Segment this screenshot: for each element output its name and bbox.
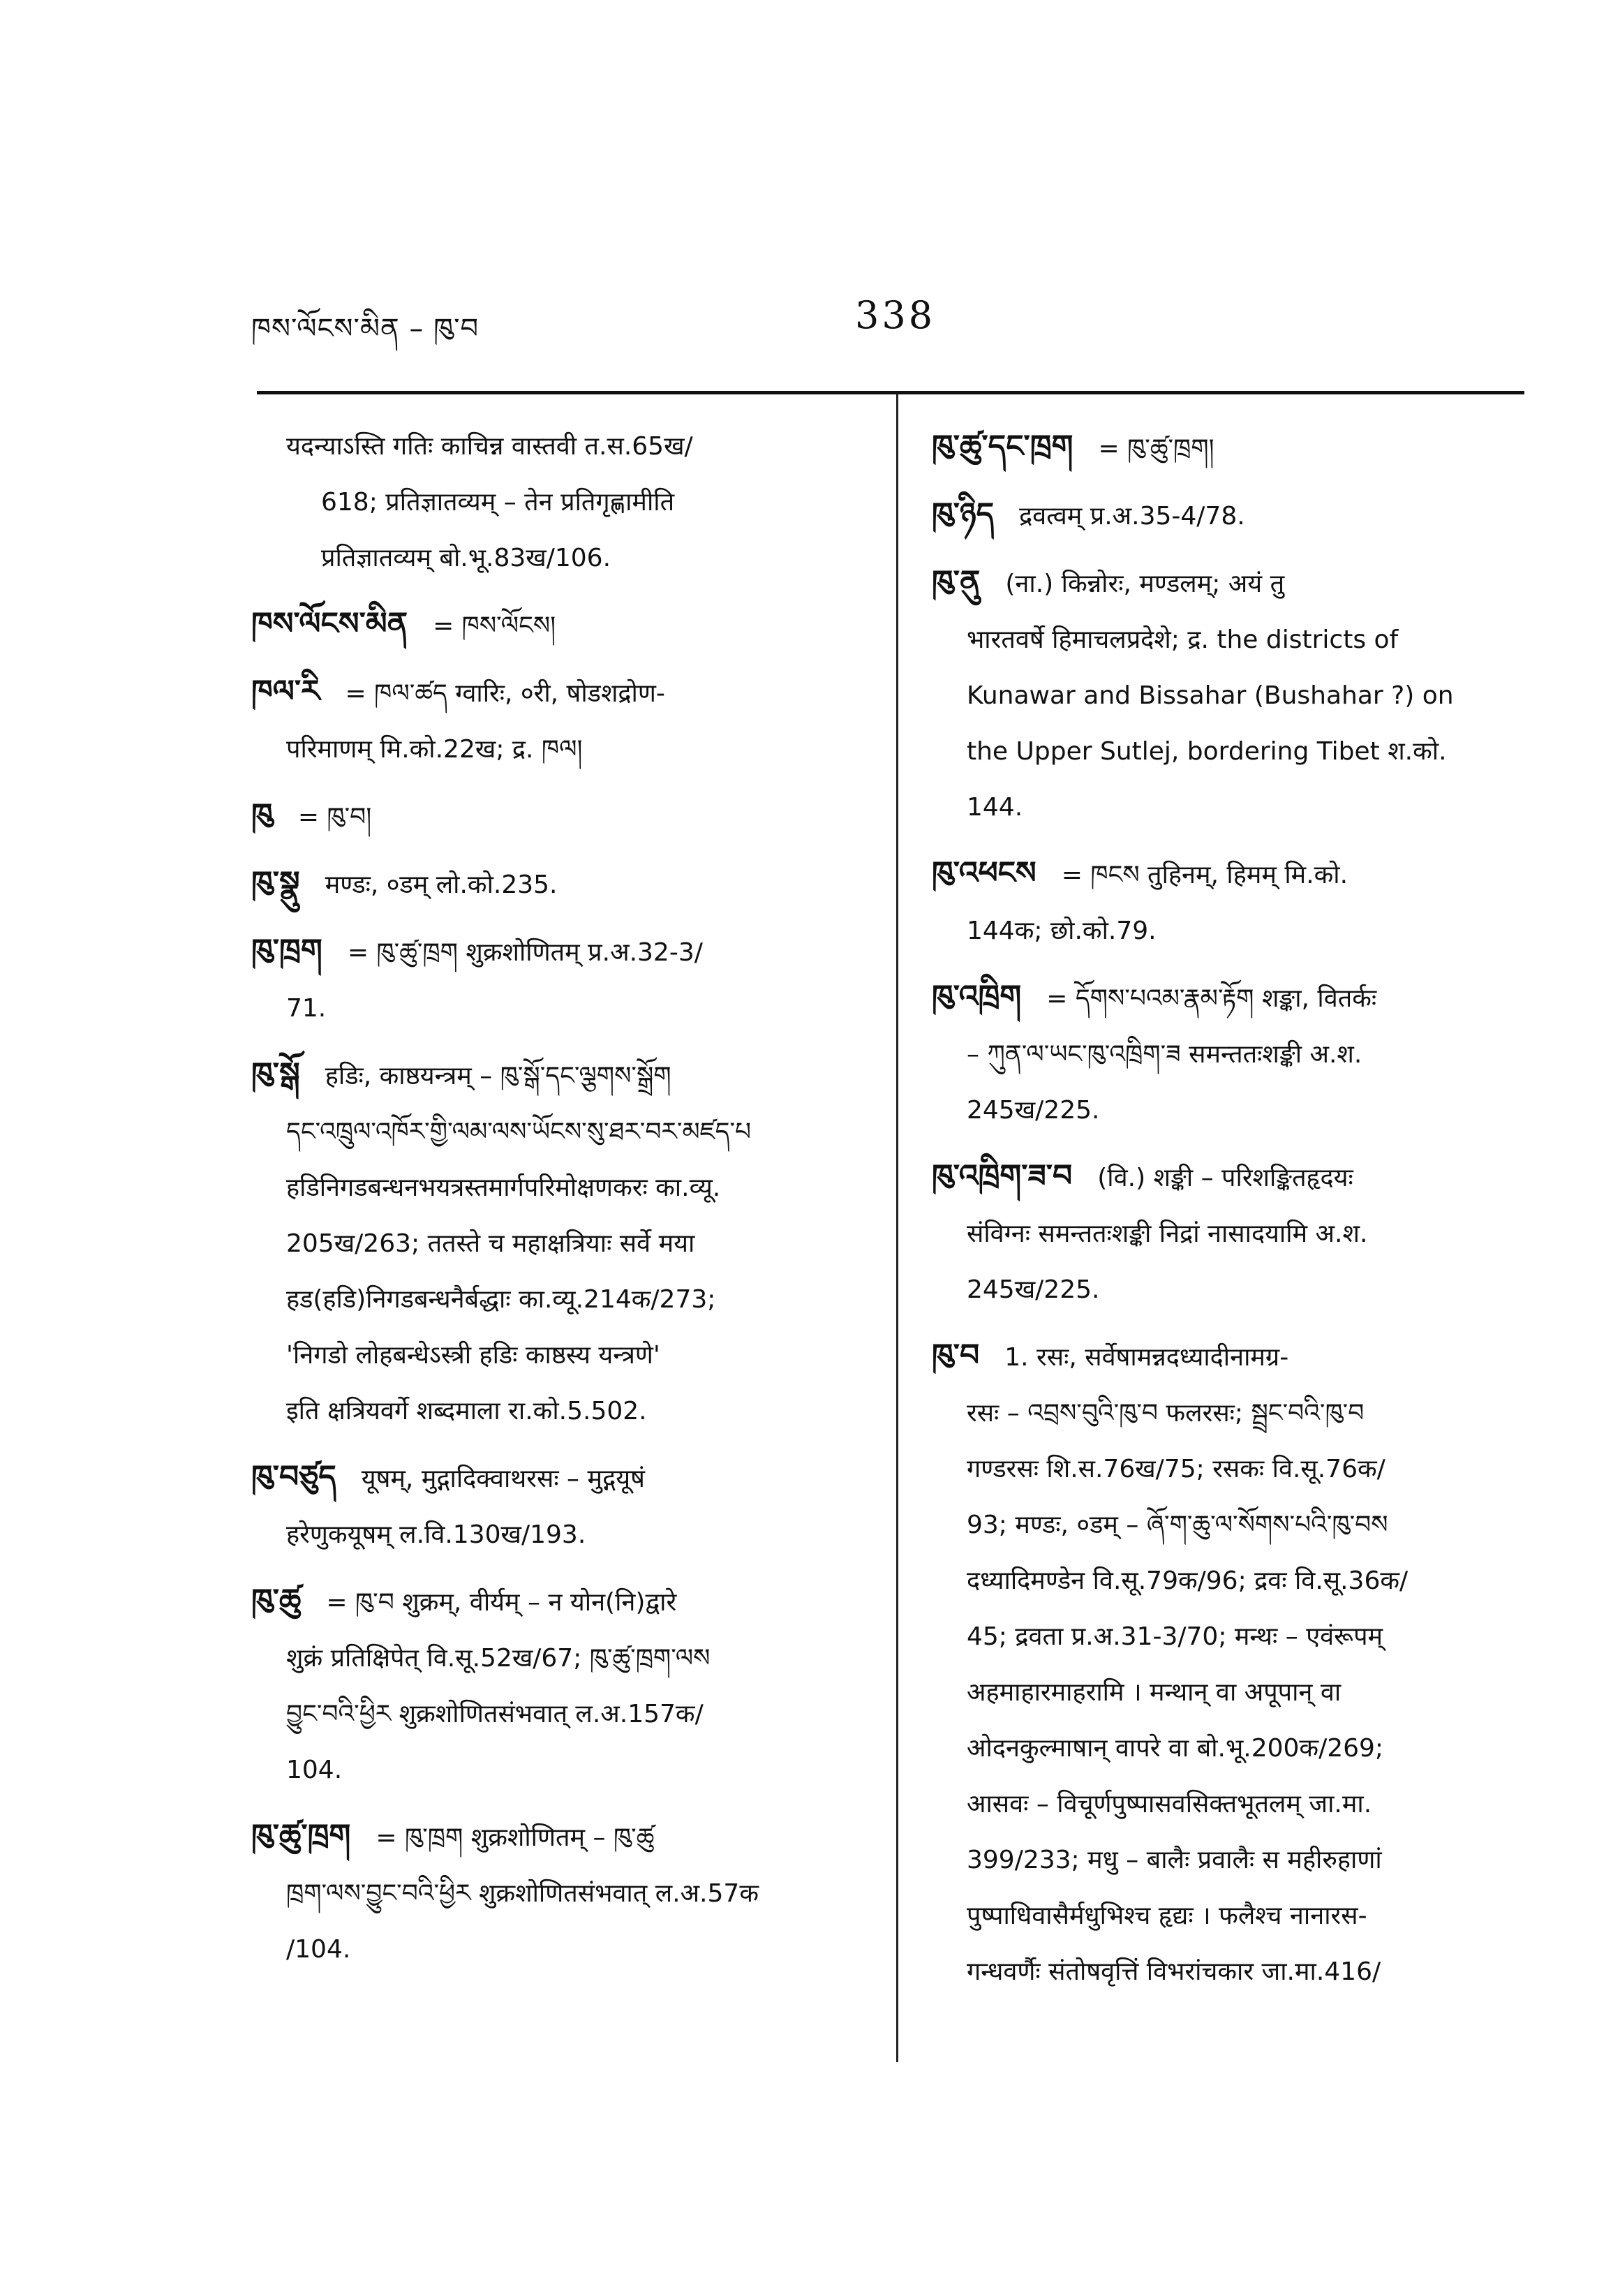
entry-line bbox=[932, 419, 1525, 477]
dictionary-entry bbox=[932, 419, 1525, 477]
entry-line bbox=[251, 1384, 865, 1439]
entry-line bbox=[251, 1631, 865, 1687]
entry-line bbox=[251, 1866, 865, 1922]
entry-text: (ना.) किन्नोरः, मण्डलम्; अयं तु bbox=[1005, 570, 1285, 598]
entry-line bbox=[932, 845, 1525, 903]
entry-line bbox=[251, 1922, 865, 1978]
entry-line bbox=[932, 1721, 1525, 1777]
entry-text: = ཁལ་ཚད ग्वारिः, ०री, षोडशद्रोण- bbox=[345, 679, 665, 708]
entry-line bbox=[932, 1262, 1525, 1318]
entry-line bbox=[251, 981, 865, 1037]
entry-line bbox=[932, 1832, 1525, 1888]
entry-line bbox=[286, 419, 865, 475]
entry-line bbox=[932, 1553, 1525, 1609]
entry-line bbox=[932, 612, 1525, 668]
entry-text: 399/233; मधु – बालैः प्रवालैः स महीरुहाणां bbox=[967, 1846, 1382, 1874]
entry-line bbox=[932, 487, 1525, 545]
entry-text: 245ख/225. bbox=[967, 1096, 1100, 1125]
entry-text: = དོགས་པའམ་རྣམ་རྟོག शङ्का, वितर्कः bbox=[1046, 984, 1377, 1013]
entry-text: Kunawar and Bissahar (Bushahar ?) on bbox=[967, 681, 1454, 710]
entry-text: = ཁུ་ཚུ་ཁྲག། bbox=[1098, 434, 1214, 463]
entry-headword: ཁུ་བཙུད bbox=[251, 1459, 336, 1495]
entry-headword: ཁུ་སྣུ bbox=[251, 865, 300, 901]
entry-headword: ཁུ་བ bbox=[932, 1338, 980, 1373]
entry-text: = ཁས་ལོངས། bbox=[433, 612, 556, 640]
entry-headword: ཁུ་སྒོ bbox=[251, 1056, 300, 1092]
entry-text: /104. bbox=[286, 1935, 351, 1964]
entry-text: द्रवत्वम् प्र.अ.35-4/78. bbox=[1019, 502, 1245, 531]
page-number: 338 bbox=[855, 293, 936, 337]
entry-line bbox=[286, 531, 865, 586]
entry-line bbox=[932, 668, 1525, 724]
entry-line bbox=[251, 596, 865, 654]
entry-headword: ཁས་ལོངས་མིན bbox=[251, 606, 408, 642]
entry-text: रसः – འབྲས་བུའི་ཁུ་བ फलरसः; སྦྲང་བའི་ཁུ་བ bbox=[967, 1399, 1365, 1428]
entry-line bbox=[932, 724, 1525, 780]
entry-text: the Upper Sutlej, bordering Tibet श.को. bbox=[967, 737, 1447, 766]
entry-text: इति क्षत्रियवर्गे शब्दमाला रा.को.5.502. bbox=[286, 1397, 647, 1425]
entry-line bbox=[251, 1216, 865, 1272]
entry-headword: ཁུ་ནུ bbox=[932, 564, 981, 600]
entry-text: 93; मण्डः, ०डम् – ཞོ་ག་ཆུ་ལ་སོགས་པའི་ཁུ་བས bbox=[967, 1511, 1388, 1539]
entry-line bbox=[932, 1148, 1525, 1206]
entry-line bbox=[932, 1027, 1525, 1083]
entry-line bbox=[932, 1386, 1525, 1442]
entry-line bbox=[251, 1104, 865, 1160]
entry-line bbox=[932, 1609, 1525, 1665]
entry-line bbox=[932, 903, 1525, 959]
entry-text: भारतवर्षे हिमाचलप्रदेशे; द्र. the districts of bbox=[967, 625, 1399, 654]
entry-line bbox=[251, 1328, 865, 1384]
entry-line bbox=[286, 475, 865, 531]
dictionary-entry bbox=[251, 596, 865, 654]
entry-text: आसवः – विचूर्णपुष्पासवसिक्तभूतलम् जा.मा. bbox=[967, 1790, 1372, 1819]
entry-line bbox=[932, 1665, 1525, 1721]
column-divider bbox=[896, 394, 898, 2062]
entry-text: (वि.) शङ्की – परिशङ्कितहृदयः bbox=[1097, 1164, 1353, 1192]
dictionary-entry bbox=[932, 487, 1525, 545]
entry-headword: ཁུ་འཁྲིག bbox=[932, 979, 1022, 1014]
entry-headword: ཁུ་འཕངས bbox=[932, 855, 1036, 891]
entry-text: = ཁུ་ཁྲག शुक्रशोणितम् – ཁུ་ཚུ bbox=[376, 1823, 655, 1852]
entry-line bbox=[932, 1944, 1525, 2000]
dictionary-entry bbox=[251, 1046, 865, 1439]
entry-text: मण्डः, ०डम् लो.को.235. bbox=[325, 871, 558, 899]
entry-text: संविग्नः समन्ततःशङ्की निद्रां नासादयामि अ.श. bbox=[967, 1220, 1368, 1248]
entry-line bbox=[251, 664, 865, 722]
entry-text: བྱུང་བའི་ཕྱིར शुक्रशोणितसंभवात् ल.अ.157क/ bbox=[286, 1700, 704, 1728]
entry-line bbox=[932, 969, 1525, 1027]
entry-text: 144. bbox=[967, 793, 1023, 822]
dictionary-entry bbox=[251, 1573, 865, 1798]
entry-line bbox=[251, 1742, 865, 1798]
entry-line bbox=[251, 1272, 865, 1328]
entry-text: अहमाहारमाहरामि । मन्थान् वा अपूपान् वा bbox=[967, 1678, 1342, 1707]
entry-text: शुक्रं प्रतिक्षिपेत् वि.सू.52ख/67; ཁུ་ཚུ་ཁྲག་ལས bbox=[286, 1644, 711, 1673]
entry-line bbox=[932, 1206, 1525, 1262]
entry-line bbox=[251, 1046, 865, 1104]
dictionary-entry bbox=[251, 855, 865, 913]
entry-headword: ཁུ་ཚུ་ཁྲག bbox=[251, 1818, 351, 1853]
entry-line bbox=[932, 780, 1525, 836]
entry-line bbox=[932, 1328, 1525, 1386]
entry-text: गन्धवर्णैः संतोषवृत्तिं विभरांचकार जा.मा.416/ bbox=[967, 1957, 1381, 1986]
entry-headword: ཁུ་ཉིད bbox=[932, 496, 995, 532]
entry-headword: ཁུ bbox=[251, 797, 273, 833]
entry-line bbox=[251, 855, 865, 913]
dictionary-entry bbox=[932, 1328, 1525, 2000]
entry-text: 104. bbox=[286, 1756, 343, 1784]
entry-text: परिमाणम् मि.को.22ख; द्र. ཁལ། bbox=[286, 735, 583, 764]
dictionary-entry bbox=[251, 1449, 865, 1563]
entry-line bbox=[251, 923, 865, 981]
entry-text: ཁྲག་ལས་བྱུང་བའི་ཕྱིར शुक्रशोणितसंभवात् ल.अ.57क bbox=[286, 1879, 759, 1908]
entry-line bbox=[251, 787, 865, 845]
entry-text: 71. bbox=[286, 994, 327, 1023]
dictionary-entry bbox=[251, 787, 865, 845]
dictionary-entry bbox=[251, 1808, 865, 1978]
entry-line bbox=[932, 1497, 1525, 1553]
entry-line bbox=[932, 554, 1525, 612]
entry-text: 618; प्रतिज्ञातव्यम् – तेन प्रतिगृह्णामीति bbox=[321, 488, 675, 517]
entry-text: 1. रसः, सर्वेषामन्नदध्यादीनामग्र- bbox=[1004, 1343, 1289, 1372]
dictionary-entry bbox=[932, 845, 1525, 959]
entry-text: 'निगडो लोहबन्धेऽस्त्री हडिः काष्ठस्य यन्त्रणे' bbox=[286, 1341, 660, 1370]
left-column bbox=[251, 419, 865, 1987]
entry-line bbox=[251, 1507, 865, 1563]
header-rule bbox=[257, 391, 1524, 394]
entry-text: 245ख/225. bbox=[967, 1275, 1100, 1304]
running-head: ཁས་ལོངས་མིན – ཁུ་བ bbox=[251, 313, 480, 345]
entry-text: 205ख/263; ततस्ते च महाक्षत्रियाः सर्वे मया bbox=[286, 1229, 695, 1258]
entry-headword: ཁུ་འཁྲིག་ཟ་བ bbox=[932, 1158, 1073, 1194]
entry-line bbox=[251, 1160, 865, 1216]
entry-text: = ཁུ་ཚུ་ཁྲག शुक्रशोणितम् प्र.अ.32-3/ bbox=[347, 938, 703, 967]
dictionary-entry bbox=[932, 554, 1525, 836]
dictionary-entry bbox=[932, 1148, 1525, 1318]
entry-text: हरेणुकयूषम् ल.वि.130ख/193. bbox=[286, 1520, 586, 1549]
entry-text: पुष्पाधिवासैर्मधुभिश्च हृद्यः । फलैश्च नानारस- bbox=[967, 1902, 1367, 1930]
entry-line bbox=[251, 1573, 865, 1631]
entry-text: 144क; छो.को.79. bbox=[967, 917, 1157, 945]
entry-text: यूषम्, मुद्गादिक्वाथरसः – मुद्गयूषं bbox=[361, 1465, 645, 1493]
entry-text: = ཁུ་བ शुक्रम्, वीर्यम् – न योन(नि)द्वारे bbox=[326, 1588, 677, 1617]
entry-text: དང་འཁྲུལ་འཁོར་གྱི་ལམ་ལས་ཡོངས་སུ་ཐར་བར་མཛད་པ bbox=[286, 1118, 752, 1146]
dictionary-entry bbox=[251, 923, 865, 1037]
entry-text: यदन्याऽस्ति गतिः काचिन्न वास्तवी त.स.65ख/ bbox=[286, 432, 693, 461]
entry-line bbox=[932, 1083, 1525, 1139]
entry-line bbox=[932, 1777, 1525, 1832]
entry-headword: ཁལ་རི bbox=[251, 674, 320, 709]
entry-line bbox=[251, 722, 865, 778]
entry-text: = ཁུ་བ། bbox=[297, 803, 372, 831]
entry-line bbox=[932, 1888, 1525, 1944]
dictionary-entry bbox=[251, 664, 865, 778]
dictionary-entry bbox=[251, 419, 865, 586]
entry-line bbox=[251, 1449, 865, 1507]
entry-text: गण्डरसः शि.स.76ख/75; रसकः वि.सू.76क/ bbox=[967, 1455, 1385, 1483]
entry-text: ओदनकुल्माषान् वापरे वा बो.भू.200क/269; bbox=[967, 1734, 1384, 1763]
entry-headword: ཁུ་ཚུ་དང་ཁྲག bbox=[932, 429, 1073, 464]
dictionary-entry bbox=[932, 969, 1525, 1139]
entry-text: 45; द्रवता प्र.अ.31-3/70; मन्थः – एवंरूपम् bbox=[967, 1622, 1383, 1651]
entry-text: प्रतिज्ञातव्यम् बो.भू.83ख/106. bbox=[321, 544, 611, 572]
entry-text: दध्यादिमण्डेन वि.सू.79क/96; द्रवः वि.सू.36क/ bbox=[967, 1567, 1409, 1595]
entry-text: हड(हडि)निगडबन्धनैर्बद्धाः का.व्यू.214क/273; bbox=[286, 1285, 716, 1314]
entry-text: हडिनिगडबन्धनभयत्रस्तमार्गपरिमोक्षणकरः का.व्यू. bbox=[286, 1173, 721, 1202]
entry-text: हडिः, काष्ठयन्त्रम् – ཁུ་སྒོ་དང་ལྕགས་སྒྲོག bbox=[325, 1062, 671, 1090]
entry-line bbox=[251, 1687, 865, 1742]
right-column bbox=[932, 419, 1525, 2010]
entry-text: – ཀུན་ལ་ཡང་ཁུ་འཁྲིག་ཟ समन्ततःशङ्की अ.श. bbox=[967, 1040, 1362, 1069]
entry-headword: ཁུ་ཚུ bbox=[251, 1583, 302, 1618]
entry-headword: ཁུ་ཁྲག bbox=[251, 933, 322, 968]
entry-text: = ཁངས तुहिनम्, हिमम् मि.को. bbox=[1061, 861, 1348, 889]
entry-line bbox=[251, 1808, 865, 1866]
entry-line bbox=[932, 1442, 1525, 1497]
